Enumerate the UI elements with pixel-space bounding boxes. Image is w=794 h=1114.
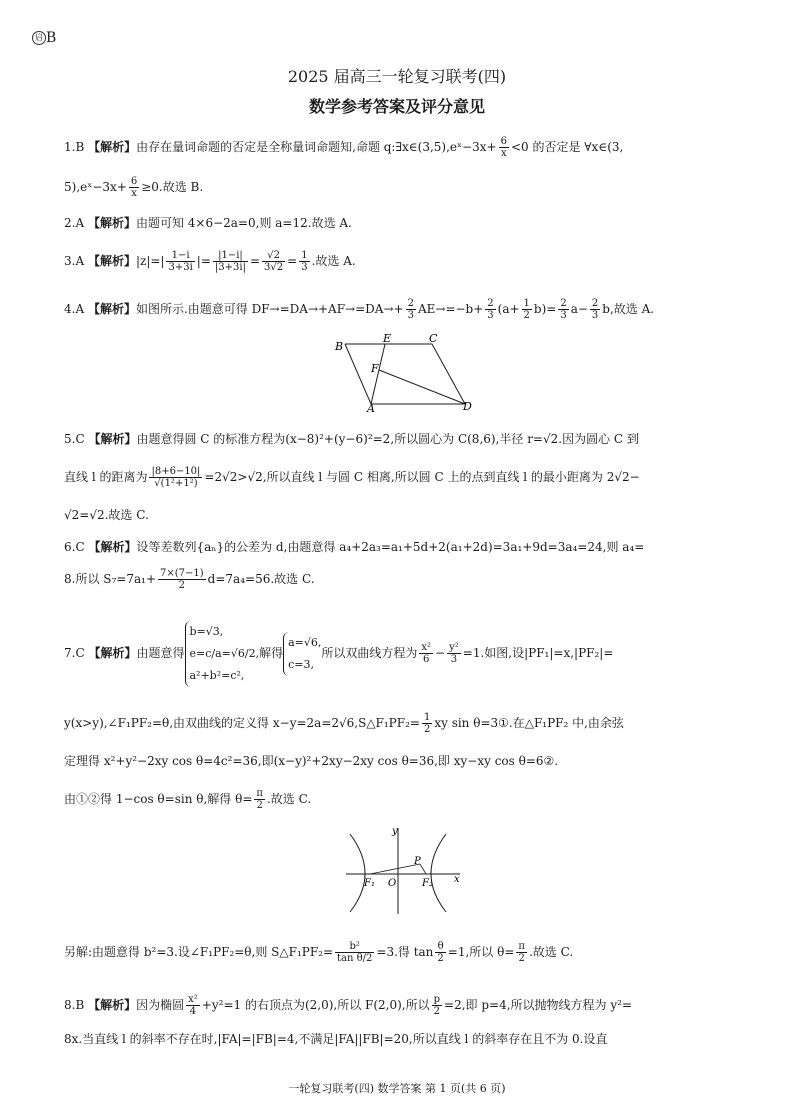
label-p: P: [414, 856, 421, 867]
hyperbola-figure: [340, 822, 470, 918]
corner-mark: 启 B: [32, 30, 56, 46]
q7-line4: 由①②得 1−cos θ=sin θ,解得 θ= $\frac{\pi}{2}$ .故选 C.: [64, 788, 312, 811]
page-footer: 一轮复习联考(四) 数学答案 第 1 页(共 6 页): [288, 1082, 506, 1095]
label-a: A: [367, 402, 375, 414]
q8-line2: 8x.当直线 l 的斜率不存在时,|FA|=|FB|=4,不满足|FA||FB|=20,所以直线 l 的斜率存在且不为 0.设直: [64, 1032, 608, 1046]
parallelogram-figure: [325, 332, 485, 414]
q2-line: 2.A 【解析】由题可知 4×6−2a=0,则 a=12.故选 A.: [64, 216, 352, 230]
q7-line1: 7.C 【解析】由题意得 b=√3, e=c/a=√6/2, a²+b²=c², 解得 a=√6, c=3, 所以双曲线方程为 $\frac{\text{x²}}{6}$ − $\frac{\text{y²}}{3}$ =1.如图,设|PF₁|=x,|PF₂|=: [64, 608, 744, 698]
label-x: x: [454, 874, 460, 885]
label-f: F: [371, 362, 379, 375]
label-d: D: [463, 400, 472, 413]
page-title: 2025 届高三一轮复习联考(四): [287, 67, 507, 86]
q7-line2: y(x>y),∠F₁PF₂=θ,由双曲线的定义得 x−y=2a=2√6,S△F₁PF₂= $\frac{1}{2}$ xy sin θ=3①.在△F₁PF₂ 中,由余弦: [64, 712, 624, 735]
q1-line2: 5),eˣ−3x+ $\frac{6}{x}$ ≥0.故选 B.: [64, 176, 204, 199]
page-subtitle: 数学参考答案及评分意见: [308, 97, 485, 116]
q5-line3: √2=√2.故选 C.: [64, 508, 149, 522]
q1-line1: 1.B 【解析】由存在量词命题的否定是全称量词命题知,命题 q:∃x∈(3,5),eˣ−3x+ $\frac{6}{x}$ <0 的否定是 ∀x∈(3,: [64, 136, 624, 159]
corner-circle-icon: 启: [32, 31, 46, 45]
label-f2: F₂: [422, 878, 433, 889]
label-f1: F₁: [364, 878, 375, 889]
q7-line3: 定理得 x²+y²−2xy cos θ=4c²=36,即(x−y)²+2xy−2xy cos θ=36,即 xy−xy cos θ=6②.: [64, 754, 559, 768]
q3-line: 3.A 【解析】|z|=| $\frac{1-i}{3+3i}$ |= $\frac{|1-i|}{|3+3i|}$ = $\frac{√2}{3√2}$ = $\frac{1}{3}$ .故选 A.: [64, 250, 356, 273]
label-c: C: [429, 332, 438, 345]
q5-line2: 直线 l 的距离为 $\frac{|8+6-10|}{\text{√(1²+1²)}}$ =2√2>√2,所以直线 l 与圆 C 相离,所以圆 C 上的点到直线 l 的最小距离为 2√2−: [64, 466, 640, 489]
fraction: $\frac{6}{x}$: [130, 176, 138, 199]
q6-line1: 6.C 【解析】设等差数列{aₙ}的公差为 d,由题意得 a₄+2a₃=a₁+5d+2(a₁+2d)=3a₁+9d=3a₄=24,则 a₄=: [64, 540, 645, 554]
label-y: y: [392, 826, 398, 837]
fraction: $\frac{6}{x}$: [500, 136, 507, 159]
q5-line1: 5.C 【解析】由题意得圆 C 的标准方程为(x−8)²+(y−6)²=2,所以圆心为 C(8,6),半径 r=√2.因为圆心 C 到: [64, 432, 639, 446]
q6-line2: 8.所以 S₇=7a₁+ $\frac{7\times(7-1)}{2}$ d=7a₄=56.故选 C.: [64, 568, 315, 591]
equation-system: b=√3, e=c/a=√6/2, a²+b²=c²,: [185, 621, 260, 687]
q7-alt-line: 另解:由题意得 b²=3.设∠F₁PF₂=θ,则 S△F₁PF₂= $\frac{\text{b²}}{\text{tan θ/2}}$ =3.得 tan $\frac{\theta}{2}$ =1,所以 θ= $\frac{\pi}{2}$ .故选 C.: [64, 941, 574, 964]
q4-line: 4.A 【解析】如图所示.由题意可得 DF→=DA→+AF→=DA→+ $\frac{2}{3}$ AE→=−b+ $\frac{2}{3}$ (a+ $\frac{1}{2}$ b)= $\frac{2}{3}$ a− $\frac{2}{3}$ b,故选 A.: [64, 298, 655, 321]
q8-line1: 8.B 【解析】因为椭圆 $\frac{\text{x²}}{4}$ +y²=1 的右顶点为(2,0),所以 F(2,0),所以 $\frac{p}{2}$ =2,即 p=4,所以抛物线方程为 y²=: [64, 994, 632, 1017]
equation-system-result: a=√6, c=3,: [283, 632, 321, 676]
label-o: O: [388, 878, 397, 889]
label-e: E: [383, 332, 392, 345]
label-b: B: [335, 340, 344, 353]
